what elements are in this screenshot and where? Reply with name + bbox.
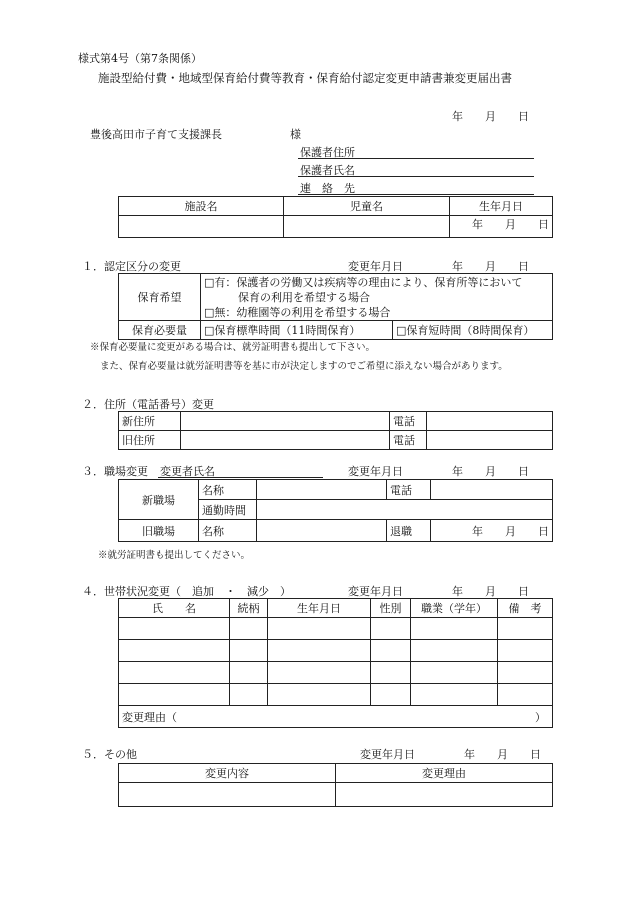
section3-date-value: 年 月 日 [452,465,529,478]
child-header: 児童名 [284,197,450,216]
guardian-address-label: 保護者住所 [300,146,355,159]
old-tel-cell[interactable] [427,431,553,450]
birth-header: 生年月日 [450,197,553,216]
changer-name-label: 変更者氏名 [160,465,215,478]
submission-date: 年 月 日 [452,110,529,123]
changer-name-field[interactable] [158,477,323,478]
new-address-label: 新住所 [119,412,181,431]
section2-title: ２．住所（電話番号）変更 [82,398,214,411]
household-note-header: 備 考 [498,599,553,618]
child-table [118,196,553,238]
section5-date-value: 年 月 日 [464,748,541,761]
old-tel-label: 電話 [390,431,427,450]
new-workplace-name-cell[interactable] [257,480,387,500]
addressee: 豊後高田市子育て支援課長 [90,128,222,141]
commute-cell[interactable] [257,500,553,520]
change-reason-row[interactable] [119,706,553,728]
address-table [118,411,553,450]
change-reason-close: ） [535,711,546,724]
hope-no-option[interactable]: □無：幼稚園等の利用を希望する場合 [204,306,391,319]
certification-table [118,273,553,340]
table-row [119,618,553,640]
change-reason-label: 変更理由（ [122,710,177,724]
old-address-cell[interactable] [181,431,390,450]
workplace-tel-label: 電話 [387,480,431,500]
facility-cell[interactable] [119,216,284,238]
guardian-name-label: 保護者氏名 [300,164,355,177]
household-job-header: 職業（学年） [411,599,498,618]
birth-cell[interactable]: 年 月 日 [450,216,553,238]
workplace-table [118,479,553,542]
new-tel-label: 電話 [390,412,427,431]
section4-title: ４．世帯状況変更（ 追加 ・ 減少 ） [82,585,291,598]
section1-note1: ※保育必要量に変更がある場合は、就労証明書も提出して下さい。 [90,342,376,353]
old-workplace-label: 旧職場 [119,520,199,542]
household-sex-header: 性別 [371,599,411,618]
section5-title: ５．その他 [82,748,137,761]
hope-label: 保育希望 [119,274,201,321]
other-reason-header: 変更理由 [336,764,553,783]
contact-field[interactable] [298,194,534,195]
old-workplace-name-label: 名称 [199,520,257,542]
other-table [118,763,553,807]
old-workplace-name-cell[interactable] [257,520,387,542]
section1-title: １．認定区分の変更 [82,260,181,273]
section1-note2: また、保育必要量は就労証明書等を基に市が決定しますのでご希望に添えない場合があります。 [100,361,508,372]
workplace-tel-cell[interactable] [431,480,553,500]
section1-date-label: 変更年月日 [348,260,403,273]
contact-label: 連 絡 先 [300,182,355,195]
new-tel-cell[interactable] [427,412,553,431]
need-short-option[interactable]: □保育短時間（8時間保育） [393,321,553,340]
section5-date-label: 変更年月日 [360,748,415,761]
other-content-header: 変更内容 [119,764,336,783]
hope-yes-option[interactable]: □有：保護者の労働又は疾病等の理由により、保育所等において [204,276,523,289]
section1-date-value: 年 月 日 [452,260,529,273]
other-content-cell[interactable] [119,783,336,807]
section4-date-label: 変更年月日 [348,585,403,598]
table-row [119,684,553,706]
retire-date-cell[interactable]: 年 月 日 [431,520,553,542]
guardian-address-field[interactable] [298,158,534,159]
child-name-cell[interactable] [284,216,450,238]
form-number: 様式第4号（第7条関係） [78,52,202,65]
form-title: 施設型給付費・地域型保育給付費等教育・保育給付認定変更申請書兼変更届出書 [98,71,512,85]
new-workplace-label: 新職場 [119,480,199,520]
guardian-name-field[interactable] [298,176,534,177]
new-workplace-name-label: 名称 [199,480,257,500]
section3-title: ３．職場変更 [82,465,148,478]
section4-date-value: 年 月 日 [452,585,529,598]
section3-note: ※就労証明書も提出してください。 [98,550,251,561]
household-birth-header: 生年月日 [268,599,371,618]
section3-date-label: 変更年月日 [348,465,403,478]
addressee-honorific: 様 [290,128,301,141]
commute-label: 通勤時間 [199,500,257,520]
facility-header: 施設名 [119,197,284,216]
household-table [118,598,553,728]
old-address-label: 旧住所 [119,431,181,450]
table-row [119,662,553,684]
other-reason-cell[interactable] [336,783,553,807]
retire-label: 退職 [387,520,431,542]
need-standard-option[interactable]: □保育標準時間（11時間保育） [201,321,393,340]
hope-yes-option-cont: 保育の利用を希望する場合 [238,291,370,304]
new-address-cell[interactable] [181,412,390,431]
household-name-header: 氏 名 [119,599,230,618]
household-relation-header: 続柄 [230,599,268,618]
table-row [119,640,553,662]
need-label: 保育必要量 [119,321,201,340]
